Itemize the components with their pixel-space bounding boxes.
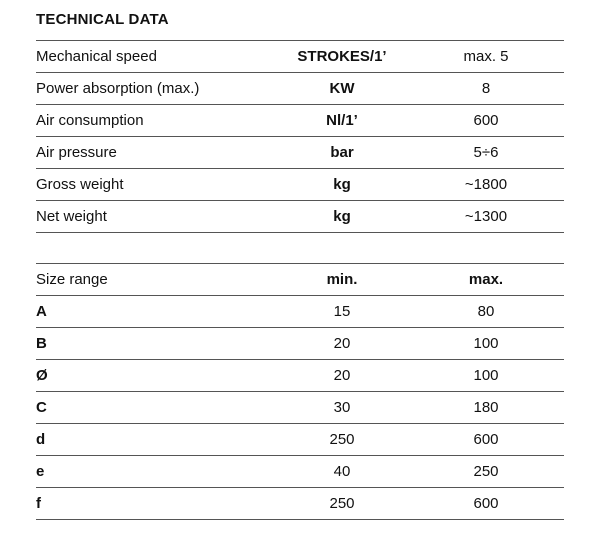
row-max: 180 bbox=[408, 392, 564, 424]
row-unit: bar bbox=[276, 137, 408, 169]
table-row bbox=[36, 456, 564, 488]
table-row bbox=[36, 73, 564, 105]
row-min: 30 bbox=[276, 392, 408, 424]
row-min: 250 bbox=[276, 488, 408, 520]
row-label: A bbox=[36, 296, 276, 328]
row-value: 8 bbox=[408, 73, 564, 105]
row-label: e bbox=[36, 456, 276, 488]
column-header-max: max. bbox=[408, 264, 564, 296]
row-label: Power absorption (max.) bbox=[36, 73, 276, 105]
table-row bbox=[36, 328, 564, 360]
row-label: Mechanical speed bbox=[36, 41, 276, 73]
table-row bbox=[36, 296, 564, 328]
row-value: 600 bbox=[408, 105, 564, 137]
section-title: TECHNICAL DATA bbox=[36, 11, 169, 28]
row-max: 80 bbox=[408, 296, 564, 328]
row-unit: Nl/1’ bbox=[276, 105, 408, 137]
column-header-min: min. bbox=[276, 264, 408, 296]
row-max: 250 bbox=[408, 456, 564, 488]
row-min: 15 bbox=[276, 296, 408, 328]
row-label: Air consumption bbox=[36, 105, 276, 137]
size-range-table bbox=[36, 263, 564, 520]
row-unit: STROKES/1’ bbox=[276, 41, 408, 73]
row-unit: KW bbox=[276, 73, 408, 105]
table-header-row bbox=[36, 264, 564, 296]
table-row bbox=[36, 392, 564, 424]
row-min: 40 bbox=[276, 456, 408, 488]
row-label: Ø bbox=[36, 360, 276, 392]
row-label: Net weight bbox=[36, 201, 276, 233]
row-min: 20 bbox=[276, 360, 408, 392]
row-label: Air pressure bbox=[36, 137, 276, 169]
table-row bbox=[36, 424, 564, 456]
row-max: 100 bbox=[408, 328, 564, 360]
row-value: 5÷6 bbox=[408, 137, 564, 169]
row-label: f bbox=[36, 488, 276, 520]
row-max: 600 bbox=[408, 424, 564, 456]
row-label: B bbox=[36, 328, 276, 360]
table-row bbox=[36, 169, 564, 201]
table-row bbox=[36, 105, 564, 137]
row-value: ~1800 bbox=[408, 169, 564, 201]
row-label: d bbox=[36, 424, 276, 456]
table-row bbox=[36, 41, 564, 73]
column-header-label: Size range bbox=[36, 264, 276, 296]
table-row bbox=[36, 137, 564, 169]
row-unit: kg bbox=[276, 201, 408, 233]
row-value: max. 5 bbox=[408, 41, 564, 73]
row-unit: kg bbox=[276, 169, 408, 201]
row-max: 100 bbox=[408, 360, 564, 392]
row-max: 600 bbox=[408, 488, 564, 520]
row-min: 20 bbox=[276, 328, 408, 360]
row-value: ~1300 bbox=[408, 201, 564, 233]
table-row bbox=[36, 201, 564, 233]
row-min: 250 bbox=[276, 424, 408, 456]
row-label: C bbox=[36, 392, 276, 424]
table-row bbox=[36, 360, 564, 392]
technical-data-table bbox=[36, 40, 564, 233]
table-row bbox=[36, 488, 564, 520]
row-label: Gross weight bbox=[36, 169, 276, 201]
